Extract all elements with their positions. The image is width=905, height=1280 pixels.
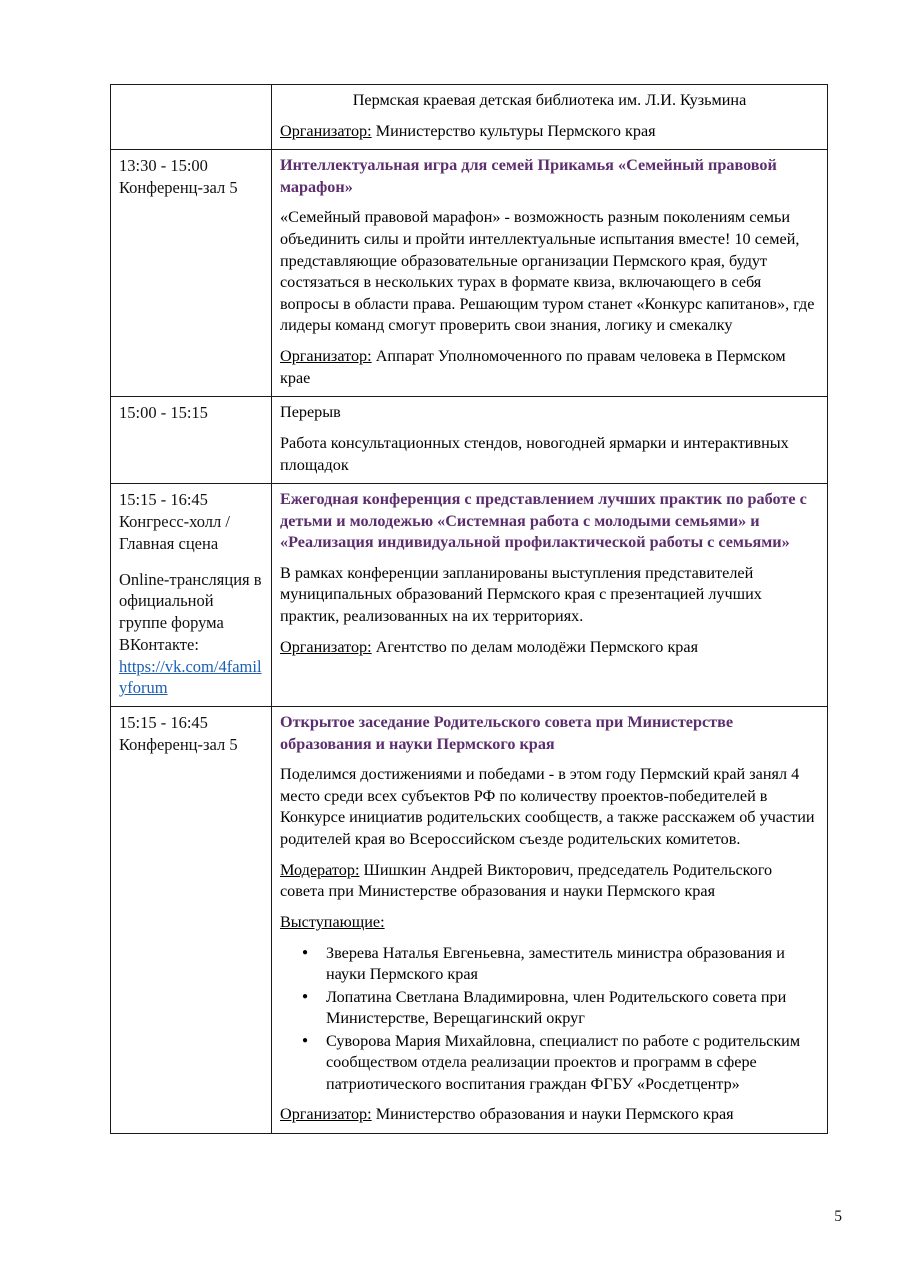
broadcast-link-wrapper <box>119 656 263 700</box>
event-description: «Семейный правовой марафон» - возможность разным поколениям семьи объединить силы и пройти интеллектуальные испытания вместе! 10 семей, представляющие образовательные организации Пермского края, будут состязаться в нескольких турах в формате квиза, включающего в себя вопросы в области права. Решающим туром станет «Конкурс капитанов», где лидеры команд смогут проверить свои знания, логику и смекалку <box>280 208 815 335</box>
organizer-line <box>280 121 819 143</box>
event-description: Поделимся достижениями и победами - в этом году Пермский край занял 4 место среди всех субъектов РФ по количеству проектов-победителей в Конкурсе инициатив родительских сообществ, а также расскажем об участии родителей края во Всероссийском съезде родительских комитетов. <box>280 765 815 849</box>
organizer-value: Аппарат Уполномоченного по правам человека в Пермском крае <box>280 347 786 387</box>
moderator-label: Модератор: <box>280 860 360 879</box>
event-title: Ежегодная конференция с представлением лучших практик по работе с детьми и молодежью «Системная работа с молодыми семьями» и «Реализация индивидуальной профилактической работы с семьями» <box>280 490 807 552</box>
vk-broadcast-link[interactable]: https://vk.com/4familyforum <box>119 656 262 698</box>
broadcast-note: Online-трансляция в официальной группе форума ВКонтакте: <box>119 569 262 654</box>
organizer-label: Организатор: <box>280 637 372 656</box>
break-label: Перерыв <box>280 403 341 422</box>
venue-text: Пермская краевая детская библиотека им. Л.И. Кузьмина <box>352 91 747 109</box>
speakers-label: Выступающие: <box>280 912 385 931</box>
speakers-heading <box>280 912 819 934</box>
table-row <box>111 397 828 484</box>
schedule-table <box>110 84 828 1134</box>
moderator-line <box>280 860 819 903</box>
description-cell <box>272 150 828 397</box>
time-cell <box>111 707 272 1134</box>
event-description: В рамках конференции запланированы выступления представителей муниципальных образований Пермского края с презентацией лучших практик, реализованных на их территориях. <box>280 563 762 626</box>
organizer-label: Организатор: <box>280 347 372 366</box>
organizer-value: Министерство культуры Пермского края <box>375 121 656 140</box>
table-row <box>111 85 828 150</box>
time-cell <box>111 484 272 707</box>
time-range: 15:15 - 16:45 <box>119 713 208 733</box>
page-number: 5 <box>834 1208 842 1225</box>
time-cell <box>111 150 272 397</box>
description-cell <box>272 707 828 1134</box>
table-row <box>111 484 828 707</box>
organizer-line <box>280 346 819 389</box>
organizer-label: Организатор: <box>280 121 372 140</box>
description-cell <box>272 85 828 150</box>
description-cell <box>272 397 828 484</box>
list-item: ● Лопатина Светлана Владимировна, член Родительского совета при Министерстве, Верещагинский округ <box>326 987 819 1030</box>
time-range: 15:15 - 16:45 <box>119 490 208 510</box>
time-cell <box>111 397 272 484</box>
time-range: 15:00 - 15:15 <box>119 403 208 423</box>
list-item: ● Зверева Наталья Евгеньевна, заместитель министра образования и науки Пермского края <box>326 943 819 986</box>
table-row <box>111 150 828 397</box>
table-row <box>111 707 828 1134</box>
time-range: 13:30 - 15:00 <box>119 156 208 176</box>
organizer-label: Организатор: <box>280 1105 372 1124</box>
venue-name: Конгресс-холл / <box>119 511 230 531</box>
organizer-value: Агентство по делам молодёжи Пермского края <box>375 637 699 656</box>
event-title: Открытое заседание Родительского совета при Министерстве образования и науки Пермского края <box>280 713 734 753</box>
organizer-line <box>280 637 819 659</box>
event-title: Интеллектуальная игра для семей Прикамья «Семейный правовой марафон» <box>280 156 777 196</box>
break-description: Работа консультационных стендов, новогодней ярмарки и интерактивных площадок <box>280 433 789 474</box>
moderator-value: Шишкин Андрей Викторович, председатель Родительского совета при Министерстве образования и науки Пермского края <box>280 860 773 901</box>
venue-name: Конференц-зал 5 <box>119 178 238 198</box>
venue-name-secondary: Главная сцена <box>119 533 219 553</box>
time-cell <box>111 85 272 150</box>
organizer-line <box>280 1104 819 1126</box>
venue-name: Конференц-зал 5 <box>119 734 238 754</box>
organizer-value: Министерство образования и науки Пермского края <box>375 1105 734 1124</box>
list-item: ● Суворова Мария Михайловна, специалист по работе с родительским сообществом отдела реализации проектов и программ в сфере патриотического воспитания граждан ФГБУ «Росдетцентр» <box>326 1031 819 1096</box>
description-cell <box>272 484 828 707</box>
speakers-list <box>280 943 819 1096</box>
